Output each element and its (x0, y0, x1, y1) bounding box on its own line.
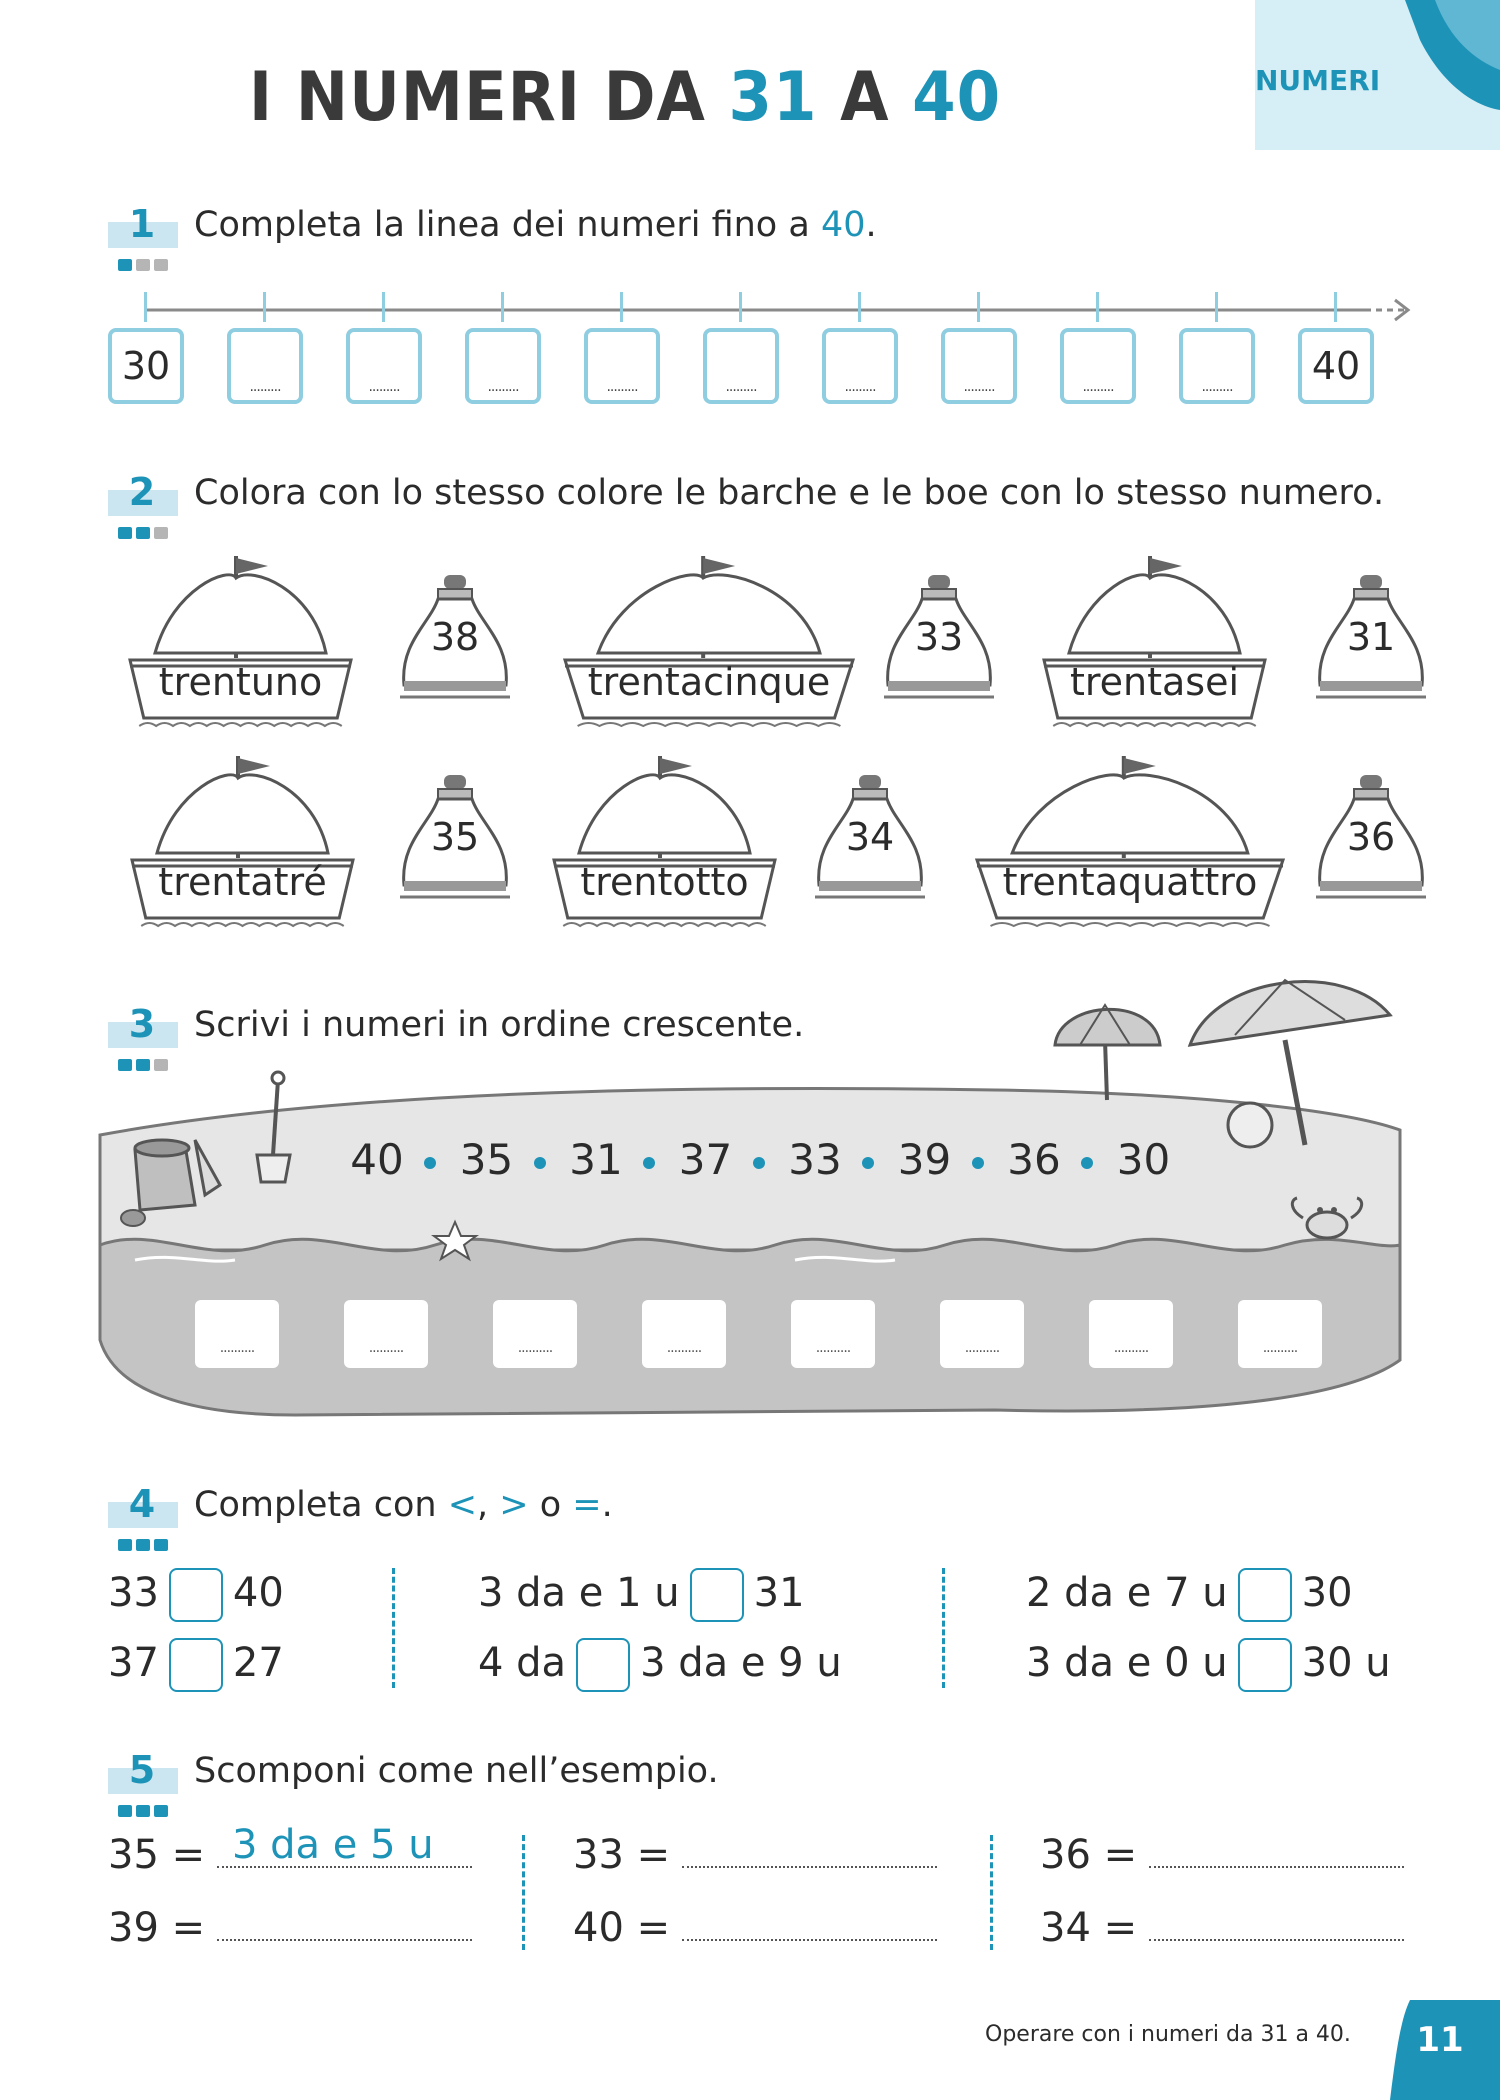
answer-line[interactable] (1149, 1864, 1404, 1868)
buoy-number: 31 (1346, 615, 1396, 659)
number-line-answer-box[interactable] (584, 328, 660, 404)
number-line-tick (1096, 292, 1099, 322)
instruction-text: Completa con (194, 1485, 448, 1525)
buoy-icon[interactable] (815, 773, 925, 913)
title-prefix: I NUMERI DA (248, 58, 729, 137)
answer-box[interactable] (1238, 1300, 1322, 1368)
blank-dots: .......... (964, 1340, 1000, 1356)
number-line (140, 295, 1420, 325)
comparison-left: 3 da e 0 u (1026, 1640, 1228, 1686)
answer-box[interactable] (493, 1300, 577, 1368)
section-5-number: 5 (128, 1748, 156, 1792)
sequence-dot (753, 1157, 765, 1169)
number-line-tick (382, 292, 385, 322)
sequence-number: 30 (1116, 1135, 1171, 1184)
boat-icon[interactable] (552, 748, 777, 933)
tab-label: NUMERI (1255, 64, 1381, 97)
sequence-dot (972, 1157, 984, 1169)
comparison-right: 27 (232, 1640, 284, 1686)
comparison-input-box[interactable] (1238, 1568, 1292, 1622)
number-line-answer-box[interactable] (465, 328, 541, 404)
boat-label: trentaquattro (1002, 860, 1258, 904)
answer-box[interactable] (940, 1300, 1024, 1368)
symbol-eq: = (572, 1485, 602, 1525)
number-line-answer-box[interactable] (346, 328, 422, 404)
section-5-instruction: Scomponi come nell’esempio. (194, 1751, 719, 1791)
buoy-number: 35 (430, 815, 480, 859)
decomposition-row (1040, 1905, 1404, 1951)
sequence-number: 39 (897, 1135, 952, 1184)
comparison-row (1026, 1568, 1353, 1622)
decomposition-equation: 40 = (573, 1905, 671, 1951)
blank-dots: ......... (963, 379, 995, 395)
comparison-left: 4 da (478, 1640, 567, 1686)
number-line-answer-box[interactable] (227, 328, 303, 404)
umbrella-icon (1055, 1005, 1160, 1100)
answer-box[interactable] (195, 1300, 279, 1368)
decomposition-row (108, 1905, 472, 1951)
blank-dots: ......... (606, 379, 638, 395)
comparison-right: 40 (232, 1570, 284, 1616)
decomposition-equation: 35 = (108, 1832, 206, 1878)
divider (942, 1568, 945, 1688)
section-2-instruction: Colora con lo stesso colore le barche e le boe con lo stesso numero. (194, 473, 1385, 513)
comparison-right: 3 da e 9 u (640, 1640, 842, 1686)
comparison-input-box[interactable] (690, 1568, 744, 1622)
boat-icon[interactable] (1042, 548, 1267, 733)
decomposition-row (573, 1832, 937, 1878)
blank-dots: ......... (368, 379, 400, 395)
comparison-input-box[interactable] (169, 1638, 223, 1692)
divider (392, 1568, 395, 1688)
decomposition-row (573, 1905, 937, 1951)
blank-dots: ......... (844, 379, 876, 395)
blank-dots: ......... (487, 379, 519, 395)
section-dots (118, 256, 172, 275)
boat-label: trentasei (1069, 660, 1240, 704)
number-line-tick (1215, 292, 1218, 322)
number-line-tick (501, 292, 504, 322)
sequence-number: 33 (788, 1135, 842, 1184)
section-3-instruction: Scrivi i numeri in ordine crescente. (194, 1005, 805, 1045)
comparison-row (1026, 1638, 1391, 1692)
comparison-left: 33 (108, 1570, 159, 1616)
number-line-answer-box[interactable] (1179, 328, 1255, 404)
answer-box[interactable] (642, 1300, 726, 1368)
comparison-input-box[interactable] (576, 1638, 630, 1692)
number-line-answer-box[interactable] (822, 328, 898, 404)
boat-icon[interactable] (975, 748, 1285, 933)
buoy-number: 33 (914, 615, 964, 659)
decomposition-row (1040, 1832, 1404, 1878)
instruction-end: . (865, 205, 877, 245)
buoy-number: 38 (430, 615, 480, 659)
sequence-number: 40 (350, 1135, 404, 1184)
blank-dots: .......... (815, 1340, 851, 1356)
sequence-number: 37 (678, 1135, 733, 1184)
decomposition-equation: 39 = (108, 1905, 206, 1951)
divider (990, 1835, 993, 1950)
instruction-end: . (601, 1485, 613, 1525)
instruction-text: Completa la linea dei numeri fino a (194, 205, 821, 245)
comparison-row (108, 1638, 284, 1692)
blank-dots: .......... (368, 1340, 404, 1356)
sequence-number: 35 (459, 1135, 514, 1184)
page-title (50, 58, 1200, 137)
title-mid: A (817, 58, 913, 137)
separator: o (528, 1485, 573, 1525)
section-4-instruction (194, 1485, 613, 1525)
boat-label: trentatré (158, 860, 327, 904)
number-line-tick (1334, 292, 1337, 322)
separator: , (477, 1485, 500, 1525)
answer-box[interactable] (344, 1300, 428, 1368)
blank-dots: ......... (725, 379, 757, 395)
footer-text: Operare con i numeri da 31 a 40. (985, 2022, 1351, 2047)
answer-line[interactable] (682, 1937, 937, 1941)
comparison-right: 30 (1301, 1570, 1353, 1616)
comparison-left: 2 da e 7 u (1026, 1570, 1228, 1616)
decomposition-equation: 34 = (1040, 1905, 1138, 1951)
buoy-number: 36 (1346, 815, 1396, 859)
blank-dots: ......... (1082, 379, 1114, 395)
section-3-number: 3 (128, 1002, 156, 1046)
sequence-dot (1081, 1157, 1093, 1169)
buoy-icon[interactable] (400, 773, 510, 913)
number-line-tick (739, 292, 742, 322)
blank-dots: .......... (219, 1340, 255, 1356)
comparison-row (108, 1568, 284, 1622)
beach-ball-icon (1228, 1103, 1272, 1147)
number-line-answer-box[interactable] (941, 328, 1017, 404)
number-line-end-box: 40 (1298, 328, 1374, 404)
number-line-answer-box[interactable] (703, 328, 779, 404)
sequence-number: 36 (1007, 1135, 1061, 1184)
answer-box[interactable] (791, 1300, 875, 1368)
comparison-row (478, 1638, 842, 1692)
comparison-row (478, 1568, 805, 1622)
number-line-start-box: 30 (108, 328, 184, 404)
buoy-icon[interactable] (884, 573, 994, 713)
section-4-number: 4 (128, 1482, 156, 1526)
buoy-number: 34 (845, 815, 895, 859)
blank-dots: .......... (1113, 1340, 1149, 1356)
buoy-icon[interactable] (1316, 773, 1426, 913)
comparison-right: 30 u (1301, 1640, 1391, 1686)
boat-label: trentotto (580, 860, 749, 904)
section-dots (118, 1536, 172, 1555)
blank-dots: .......... (517, 1340, 553, 1356)
sequence-dot (424, 1157, 436, 1169)
blank-dots: ......... (1201, 379, 1233, 395)
boat-icon[interactable] (130, 748, 355, 933)
decomposition-equation: 36 = (1040, 1832, 1138, 1878)
answer-line[interactable] (217, 1937, 472, 1941)
number-line-tick (858, 292, 861, 322)
answer-line[interactable] (1149, 1937, 1404, 1941)
comparison-input-box[interactable] (1238, 1638, 1292, 1692)
comparison-right: 31 (753, 1570, 805, 1616)
section-1-number: 1 (128, 202, 156, 246)
answer-line[interactable] (682, 1864, 937, 1868)
comparison-left: 37 (108, 1640, 159, 1686)
number-line-answer-box[interactable] (1060, 328, 1136, 404)
page-number: 11 (1416, 2020, 1464, 2060)
buoy-icon[interactable] (400, 573, 510, 713)
boat-label: trentacinque (587, 660, 831, 704)
title-from: 31 (728, 58, 818, 137)
section-2-number: 2 (128, 470, 156, 514)
blank-dots: ......... (249, 379, 281, 395)
symbol-lt: < (447, 1485, 478, 1525)
section-dots (118, 524, 172, 543)
decomposition-equation: 33 = (573, 1832, 671, 1878)
section-1-instruction (194, 205, 877, 245)
sequence-dot (862, 1157, 874, 1169)
beach-illustration (95, 960, 1415, 1420)
section-dots (118, 1802, 172, 1821)
sequence-number: 31 (569, 1135, 623, 1184)
sequence-dot (534, 1157, 546, 1169)
buoy-icon[interactable] (1316, 573, 1426, 713)
number-line-tick (977, 292, 980, 322)
example-answer: 3 da e 5 u (232, 1822, 434, 1868)
answer-box[interactable] (1089, 1300, 1173, 1368)
number-line-tick (620, 292, 623, 322)
symbol-gt: > (499, 1485, 529, 1525)
blank-dots: .......... (1262, 1340, 1298, 1356)
boat-label: trentuno (158, 660, 323, 704)
number-line-tick (263, 292, 266, 322)
comparison-left: 3 da e 1 u (478, 1570, 680, 1616)
comparison-input-box[interactable] (169, 1568, 223, 1622)
sequence-dot (643, 1157, 655, 1169)
title-to: 40 (912, 58, 1002, 137)
blank-dots: .......... (666, 1340, 702, 1356)
number-line-tick (144, 292, 147, 322)
instruction-number: 40 (820, 205, 866, 245)
divider (522, 1835, 525, 1950)
boat-icon[interactable] (563, 548, 855, 733)
boat-icon[interactable] (128, 548, 353, 733)
